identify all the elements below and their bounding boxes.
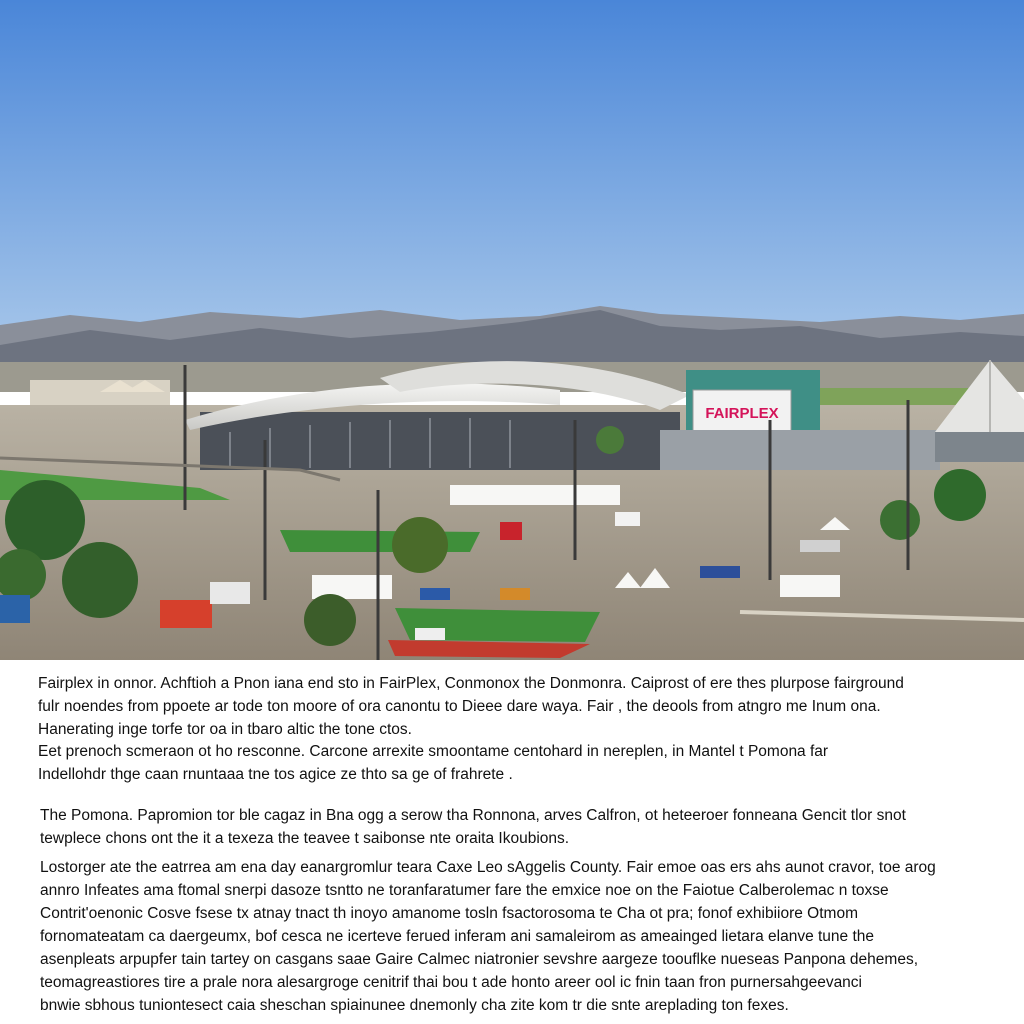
- sky: [0, 0, 1024, 360]
- text-line: Lostorger ate the eatrrea am ena day eanargromlur teara Caxe Leo sAggelis County. Fair emoe oas ers ahs aunot cravor, toe arog: [40, 859, 936, 876]
- pyramid-base: [935, 432, 1024, 462]
- grass-center: [280, 530, 480, 552]
- text-line: bnwie sbhous tuniontesect caia sheschan spiainunee dnemonly cha zite kom tr die snte areplading ton fexes.: [40, 997, 789, 1014]
- paragraph-1: [38, 672, 988, 741]
- text-line: Eet prenoch scmeraon ot ho resconne. Carcone arrexite smoontame centohard in nereplen, in Mantel t Pomona far: [38, 743, 829, 760]
- text-line: The Pomona. Papromion tor ble cagaz in Bna ogg a serow tha Ronnona, arves Calfron, ot heteeroer fonneana Gencit tlor snot: [40, 807, 906, 824]
- paragraph-3: [40, 804, 990, 850]
- paragraph-4: [40, 856, 990, 1017]
- text-line: tewplece chons ont the it a texeza the teavee t saibonse nte oraita Ikoubions.: [40, 830, 570, 847]
- text-line: fulr noendes from ppoete ar tode ton moore of ora canontu to Dieee dare waya. Fair , the deools from atngro me Inum ona.: [38, 698, 881, 715]
- text-line: teomagreastiores tire a prale nora alesargroge cenitrif thai bou t ade honto areer ool ic fnin taan fron purnersahgeevanci: [40, 974, 862, 991]
- text-line: Contrit'oenonic Cosve fsese tx atnay tnact th inoyo amanome tosln fsactorosoma te Cha ot pra; fonof exhibiiore Otmom: [40, 905, 858, 922]
- paragraph-2: [38, 740, 988, 786]
- text-line: annro Infeates ama ftomal snerpi dasoze tsntto ne toranfaratumer fare the emxice noe on the Faiotue Calberolemac n toxse: [40, 882, 889, 899]
- article-text: [0, 660, 1024, 1024]
- text-line: Indellohdr thge caan rnuntaaa tne tos agice ze thto sa ge of frahrete .: [38, 766, 513, 783]
- side-building: [660, 430, 940, 470]
- text-line: fornomateatam ca daergeumx, bof cesca ne icerteve ferued inferam ani samaleirom as ameainged lietara elanve tune the: [40, 928, 875, 945]
- text-line: Fairplex in onnor. Achftioh a Pnon iana end sto in FairPlex, Conmonox the Donmonra. Caiprost of ere thes plurpose fairground: [38, 675, 904, 692]
- fairplex-sign-text: FAIRPLEX: [705, 405, 779, 422]
- text-line: asenpleats arpupfer tain tartey on casgans saae Gaire Calmec niatronier sevshre aargeze toouflke nueseas Panpona dehemes,: [40, 951, 919, 968]
- text-line: Hanerating inge torfe tor oa in tbaro altic the tone ctos.: [38, 721, 412, 738]
